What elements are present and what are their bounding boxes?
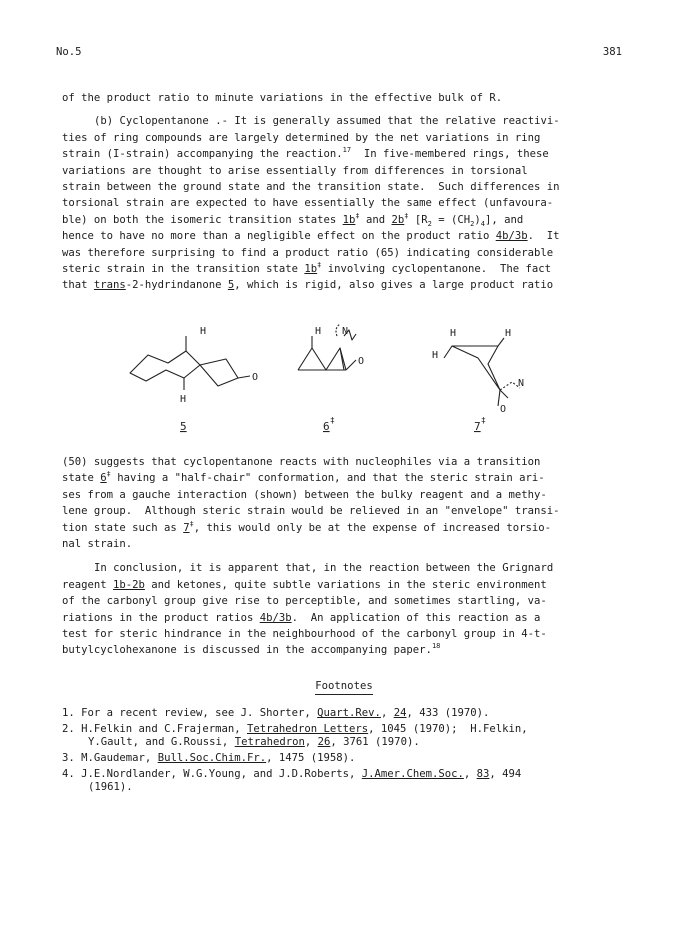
atom-label-h: H (450, 328, 457, 339)
atom-label-o: O (500, 404, 507, 415)
paragraph-2-line: that trans-2-hydrindanone 5, which is rigid, also gives a large product ratio (62, 279, 554, 292)
footnotes-heading: Footnotes (62, 678, 626, 694)
structures-figure (0, 318, 680, 448)
footnotes-list (62, 707, 626, 797)
paragraph-4-line: test for steric hindrance in the neighbourhood of the carbonyl group in 4-t- (62, 627, 547, 640)
paragraph-4-line: reagent 1b-2b and ketones, quite subtle variations in the steric environment (62, 578, 547, 591)
paragraph-1-line: of the product ratio to minute variations in the effective bulk of R. (62, 92, 503, 104)
paragraph-3-line: ses from a gauche interaction (shown) between the bulky reagent and a methy- (62, 488, 547, 501)
paragraph-2-line: strain between the ground state and the transition state. Such differences in (62, 180, 560, 193)
paragraph-3-line: state 6‡ having a "half-chair" conformation, and that the steric strain ari- (62, 470, 545, 485)
molecule-7-label: 7 (474, 420, 481, 433)
paragraph-4-line: butylcyclohexanone is discussed in the accompanying paper.$^{18}$ (62, 642, 441, 657)
journal-issue: No.5 (56, 46, 82, 58)
compound-5-ref: 5 (227, 279, 235, 292)
ratio-4b-3b: 4b/3b (495, 230, 528, 243)
molecule-5-label: 5 (180, 420, 187, 433)
footnote-4: 4. J.E.Nordlander, W.G.Young, and J.D.Roberts, J.Amer.Chem.Soc., 83, 494 (1961). (62, 768, 522, 793)
page-number: 381 (602, 46, 622, 58)
paragraph-2-line: variations are thought to arise essentially from differences in torsional (62, 164, 528, 177)
atom-label-o: O (252, 372, 259, 383)
molecule-6-label: 6 (323, 420, 330, 433)
ts-1b: 1b (342, 213, 356, 226)
ts-2b: 2b (391, 213, 405, 226)
paragraph-2-line: hence to have no more than a negligible effect on the product ratio 4b/3b. It (62, 230, 560, 243)
section-label: (b) Cyclopentanone (94, 115, 209, 128)
molecule-7-structure (444, 338, 520, 406)
footnote-3: 3. M.Gaudemar, Bull.Soc.Chim.Fr., 1475 (1958). (62, 752, 356, 764)
footnote-2: 2. H.Felkin and C.Frajerman, Tetrahedron Letters, 1045 (1970); H.Felkin, Y.Gault, and G.Roussi, Tetrahedron, 26, 3761 (1970). (62, 723, 528, 748)
ts-7-ref: 7 (183, 521, 190, 534)
atom-label-o: O (358, 356, 365, 367)
atom-label-h: H (200, 326, 207, 337)
ts-1b: 1b (304, 262, 318, 275)
atom-label-h: H (505, 328, 512, 339)
atom-label-n: N (518, 378, 525, 389)
paragraph-4-line: of the carbonyl group give rise to perceptible, and sometimes startling, va- (62, 595, 547, 608)
dagger-mark: ‡ (481, 416, 486, 425)
body-text-bottom (62, 454, 626, 659)
paragraph-3-line: nal strain. (62, 537, 133, 550)
paragraph-2-line: steric strain in the transition state 1b‡ involving cyclopentanone. The fact (62, 260, 551, 275)
reference-17: 17 (342, 146, 352, 155)
ratios-ref: 4b/3b (259, 611, 292, 624)
body-text-top (62, 90, 626, 294)
paragraph-4-line: riations in the product ratios 4b/3b. An application of this reaction as a (62, 611, 541, 624)
atom-label-n: N (342, 326, 349, 337)
paragraph-3-line: tion state such as 7‡, this would only be at the expense of increased torsio- (62, 519, 551, 534)
paragraph-2-line: (b) Cyclopentanone .- It is generally assumed that the relative reactivi- (94, 115, 560, 128)
molecule-5-structure (130, 336, 250, 390)
reference-18: 18 (431, 642, 441, 651)
atom-label-h: H (432, 350, 439, 361)
paragraph-2-line: was therefore surprising to find a product ratio (65) indicating considerable (62, 246, 554, 259)
atom-label-h: H (315, 326, 322, 337)
paragraph-3-line: (50) suggests that cyclopentanone reacts with nucleophiles via a transition (62, 456, 541, 468)
footnote-1: 1. For a recent review, see J. Shorter, Quart.Rev., 24, 433 (1970). (62, 707, 490, 719)
reagent-ref: 1b-2b (113, 578, 145, 591)
dagger-mark: ‡ (330, 416, 335, 425)
paragraph-2-line: ble) on both the isomeric transition states 1b‡ and 2b‡ $[R_2 = (CH_2)_4]$, and (62, 211, 524, 228)
paragraph-2-line: torsional strain are expected to have essentially the same effect (unfavoura- (62, 197, 554, 210)
trans-prefix: trans (93, 279, 126, 292)
atom-label-h: H (180, 394, 187, 405)
paragraph-2-line: strain (I-strain) accompanying the reaction.$^{17}$ In five-membered rings, these (62, 146, 549, 161)
ts-6-ref: 6 (100, 472, 107, 485)
paragraph-4-line: In conclusion, it is apparent that, in the reaction between the Grignard (94, 562, 554, 575)
paragraph-3-line: lene group. Although steric strain would be relieved in an "envelope" transi- (62, 505, 560, 518)
paragraph-2-line: ties of ring compounds are largely determined by the net variations in ring (62, 131, 541, 144)
